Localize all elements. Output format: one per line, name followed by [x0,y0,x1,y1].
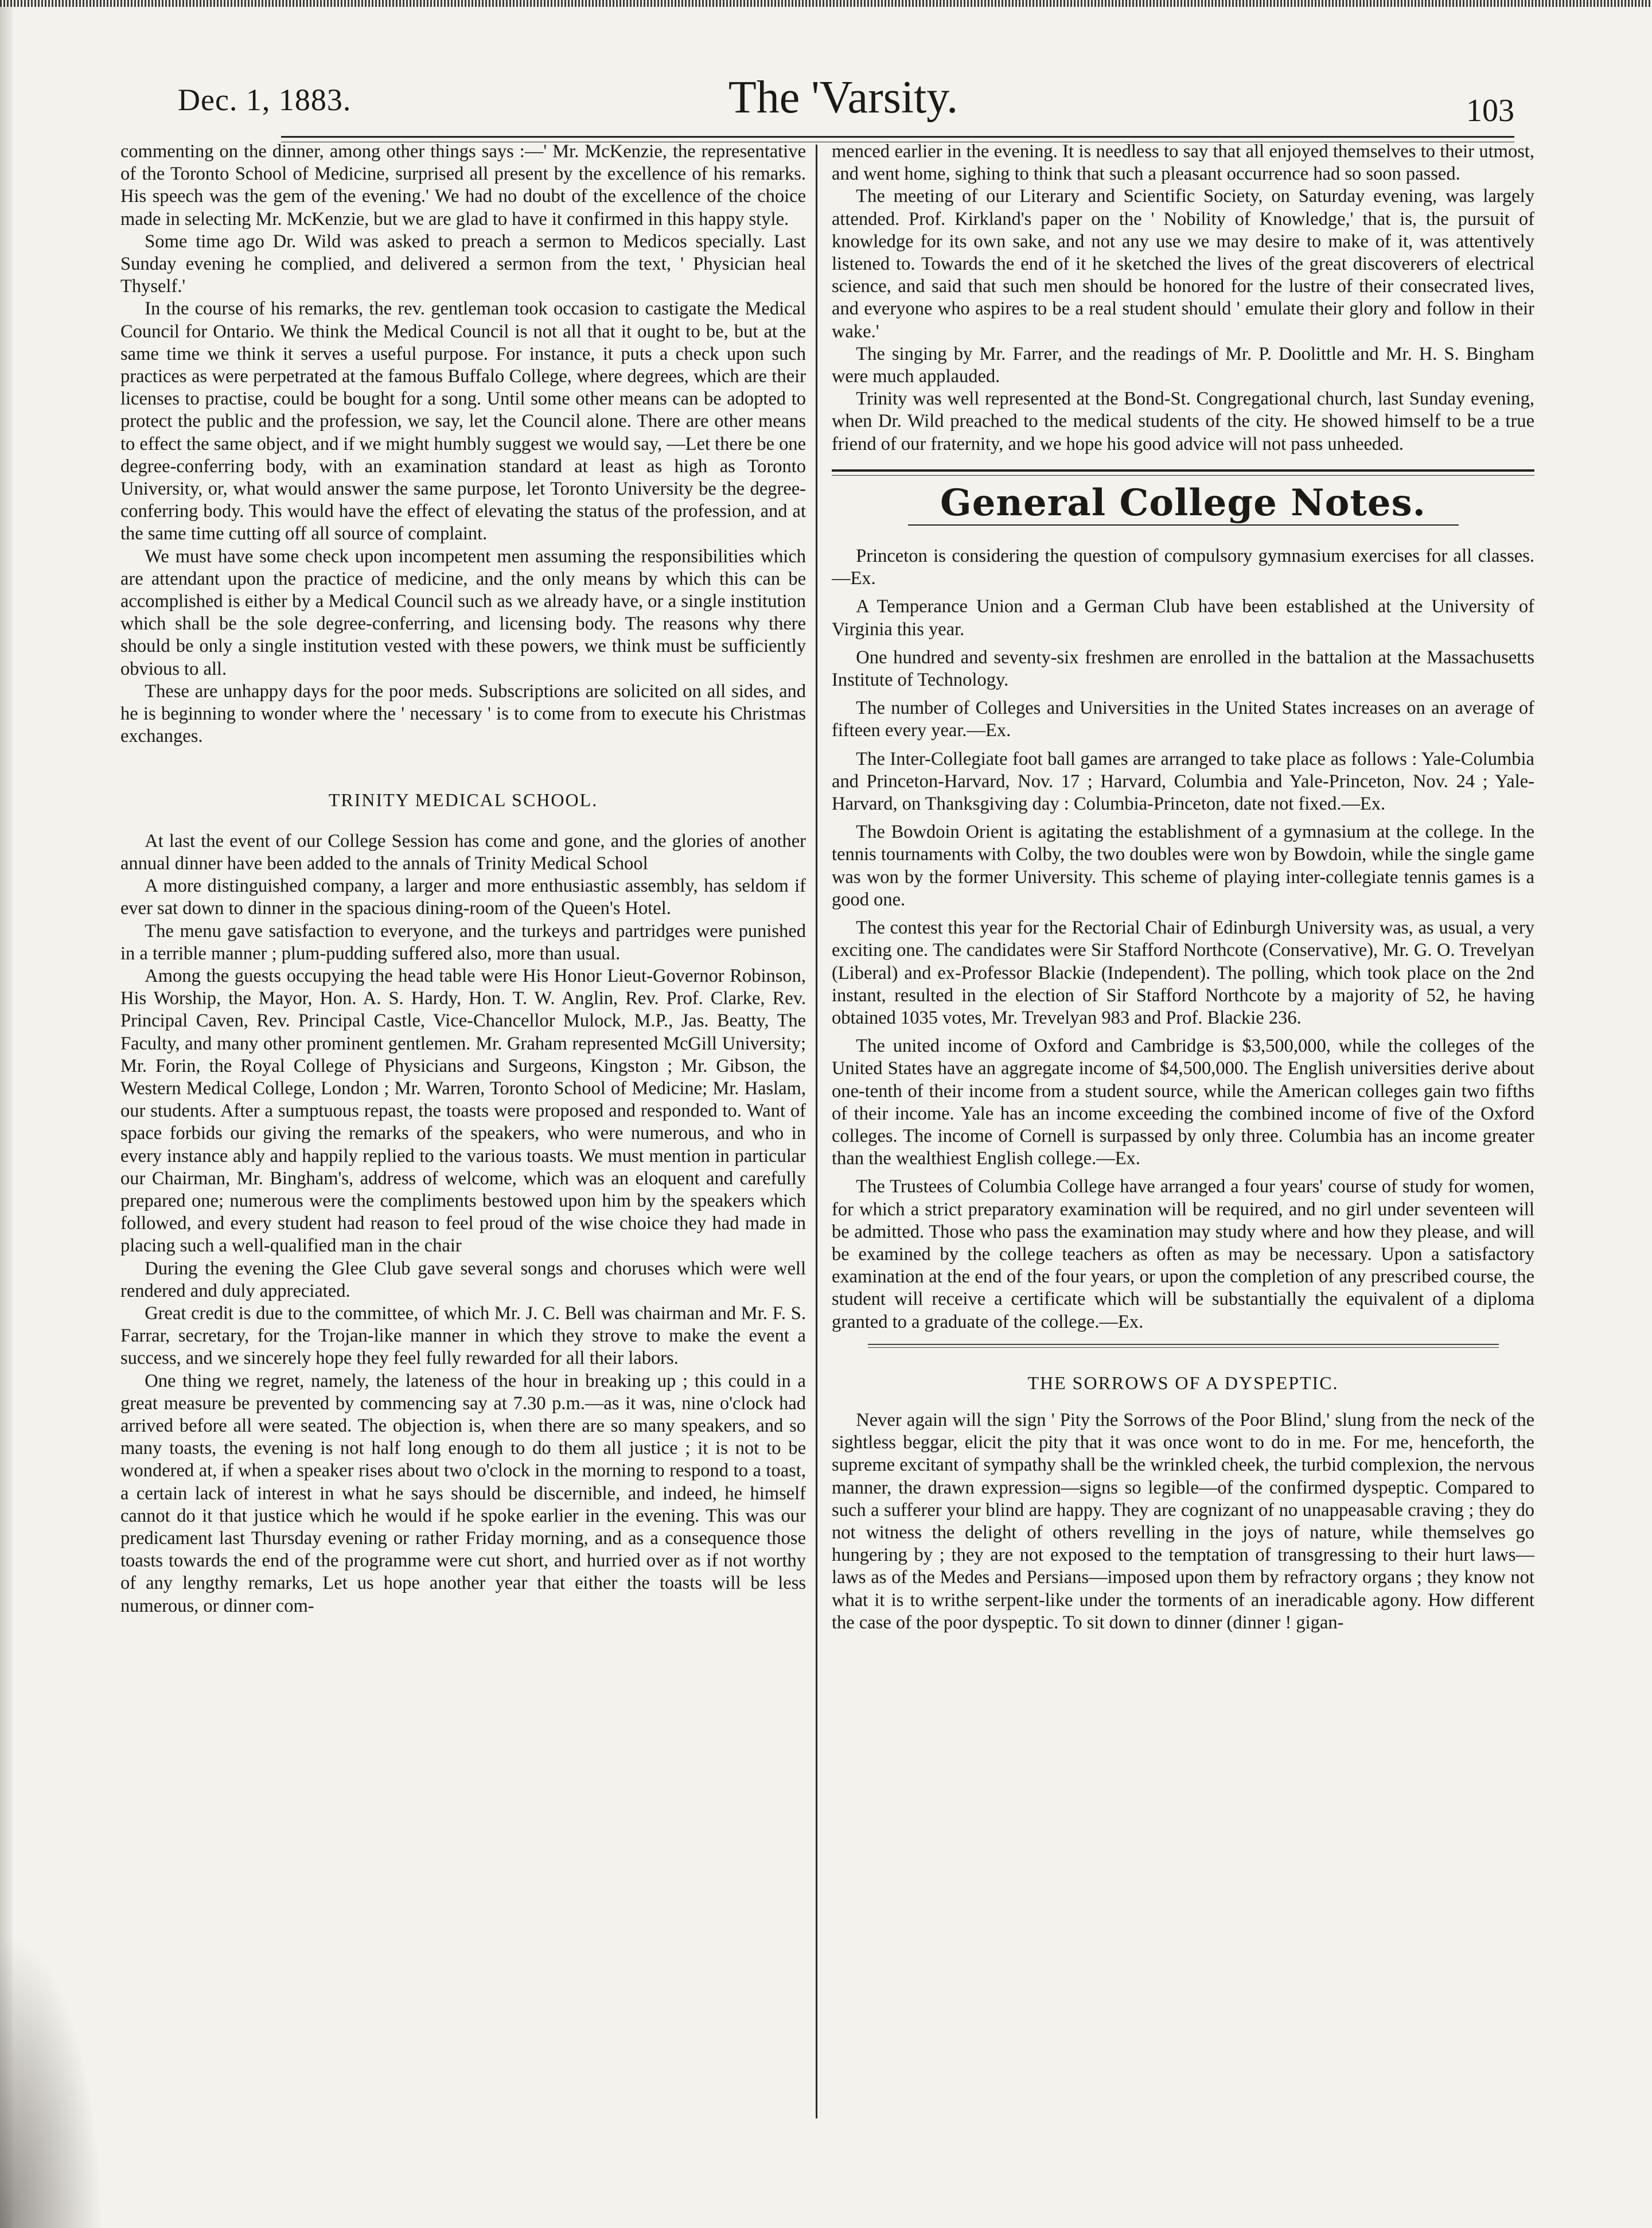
section-separator-thin [868,1347,1499,1348]
paragraph: The singing by Mr. Farrer, and the readings of Mr. P. Doolittle and Mr. H. S. Bingham were much applauded. [832,343,1534,387]
paragraph: We must have some check upon incompetent men assuming the responsibilities which are attendant upon the practice of medicine, and the only means by which this can be accomplished is either by a Medical Council such as we already have, or a single institution which shall be the sole degree-conferring, and licensing body. The reasons why there should be only a single institution vested with these powers, we think must be sufficiently obvious to all. [120,546,806,679]
section-rule [832,469,1534,472]
news-item: The Bowdoin Orient is agitating the establishment of a gymnasium at the college. In the tennis tournaments with Colby, the two doubles were won by Bowdoin, while the single game was won by the former University. This scheme of playing inter-collegiate tennis games is a good one. [832,822,1534,910]
page-edge [0,0,13,2228]
publication-title: The 'Varsity. [728,72,959,123]
news-item: The number of Colleges and Universities in the United States increases on an average of fifteen every year.—Ex. [832,698,1534,741]
title-underline [908,524,1459,526]
masthead-rule [281,136,1514,138]
column-divider [816,145,817,2118]
right-column [832,141,1534,1634]
news-item: The contest this year for the Rectorial Chair of Edinburgh University was, as usual, a very exciting one. The candidates were Sir Stafford Northcote (Conservative), Mr. G. O. Trevelyan (Liberal) and ex-Professor Blackie (Independent). The polling, which took place on the 2nd instant, resulted in the election of Sir Stafford Northcote by a majority of 52, he having obtained 1035 votes, Mr. Trevelyan 983 and Prof. Blackie 236. [832,917,1534,1028]
paragraph: Some time ago Dr. Wild was asked to preach a sermon to Medicos specially. Last Sunday evening he complied, and delivered a sermon from the text, ' Physician heal Thyself.' [120,231,806,297]
news-item: A Temperance Union and a German Club have been established at the University of Virginia this year. [832,596,1534,640]
paragraph: The meeting of our Literary and Scientific Society, on Saturday evening, was largely attended. Prof. Kirkland's paper on the ' Nobility of Knowledge,' that is, the pursuit of knowledge for its own sake, and not any use we may desire to make of it, was attentively listened to. Towards the end of it he sketched the lives of the great discoverers of electrical science, and said that such men should be honored for the lustre of their consecrated lives, and everyone who aspires to be a real student should ' emulate their glory and follow in their wake.' [832,186,1534,342]
paragraph: In the course of his remarks, the rev. gentleman took occasion to castigate the Medical Council for Ontario. We think the Medical Council is not all that it ought to be, but at the same time we think it serves a useful purpose. For instance, it puts a check upon such practices as were perpetrated at the famous Buffalo College, where degrees, which are their licenses to practise, could be bought for a song. Until some other means can be adopted to protect the public and the profession, we say, let the Council alone. There are other means to effect the same object, and if we might humbly suggest we would say, —Let there be one degree-conferring body, with an examination standard at least as high as Toronto University, or, what would answer the same purpose, let Toronto University be the degree-conferring body. This would have the effect of elevating the status of the profession, and at the same time cutting off all source of complaint. [120,298,806,545]
paragraph: A more distinguished company, a larger and more enthusiastic assembly, has seldom if ever sat down to dinner in the spacious dining-room of the Queen's Hotel. [120,876,806,919]
news-item: One hundred and seventy-six freshmen are enrolled in the battalion at the Massachusetts Institute of Technology. [832,647,1534,691]
paragraph: During the evening the Glee Club gave several songs and choruses which were well rendered and duly appreciated. [120,1258,806,1301]
news-item: The Trustees of Columbia College have arranged a four years' course of study for women, for which a strict preparatory examination will be required, and no girl under seventeen will be admitted. Those who pass the examination may study where and how they please, and will be examined by the college teachers as often as may be necessary. Upon a satisfactory examination at the end of the four years, or upon the completion of any prescribed course, the student will receive a certificate which will be substantially the equivalent of a diploma granted to a graduate of the college.—Ex. [832,1176,1534,1332]
section-separator [868,1344,1499,1345]
paragraph: These are unhappy days for the poor meds. Subscriptions are solicited on all sides, and he is beginning to wonder where the ' necessary ' is to come from to execute his Christmas exchanges. [120,681,806,747]
paragraph: Great credit is due to the committee, of which Mr. J. C. Bell was chairman and Mr. F. S. Farrar, secretary, for the Trojan-like manner in which they strove to make the event a success, and we sincerely hope they feel fully rewarded for all their labors. [120,1302,806,1369]
top-border [0,0,1652,7]
paragraph: commenting on the dinner, among other things says :—' Mr. McKenzie, the representative of the Toronto School of Medicine, surprised all present by the excellence of his remarks. His speech was the gem of the evening.' We had no doubt of the excellence of the choice made in selecting Mr. McKenzie, but we are glad to have it confirmed in this happy style. [120,141,806,230]
paragraph: The menu gave satisfaction to everyone, and the turkeys and partridges were punished in a terrible manner ; plum-pudding suffered also, more than usual. [120,920,806,964]
paragraph: Never again will the sign ' Pity the Sorrows of the Poor Blind,' slung from the neck of the sightless beggar, elicit the pity that it was once wont to do in me. For me, henceforth, the supreme excitant of sympathy shall be the wrinkled cheek, the turbid complexion, the nervous manner, the drawn expression—signs so legible—of the confirmed dyspeptic. Compared to such a sufferer your blind are happy. They are cognizant of no unappeasable craving ; they do not witness the delight of others revelling in the joys of nature, while themselves go hungering by ; they are not exposed to the temptation of transgressing to their hurt laws—laws as of the Medes and Persians—imposed upon them by refractory organs ; they know not what it is to writhe serpent-like under the torments of an ineradicable agony. How different the case of the poor dyspeptic. To sit down to dinner (dinner ! gigan- [832,1409,1534,1633]
page-number: 103 [1466,93,1514,129]
section-title-dyspeptic: THE SORROWS OF A DYSPEPTIC. [1027,1372,1339,1393]
left-column [120,141,806,1617]
paragraph: Among the guests occupying the head table were His Honor Lieut-Governor Robinson, His Worship, the Mayor, Hon. A. S. Hardy, Hon. T. W. Anglin, Rev. Prof. Clarke, Rev. Principal Caven, Rev. Principal Castle, Vice-Chancellor Mulock, M.P., Jas. Beatty, The Faculty, and many other prominent gentlemen. Mr. Graham represented McGill University; Mr. Forin, the Royal College of Physicians and Surgeons, Kingston ; Mr. Gibson, the Western Medical College, London ; Mr. Warren, Toronto School of Medicine; Mr. Haslam, our students. After a sumptuous repast, the toasts were proposed and responded to. Want of space forbids our giving the remarks of the speakers, who were numerous, and who in every instance ably and happily replied to the various toasts. We must mention in particular our Chairman, Mr. Bingham's, address of welcome, which was an eloquent and carefully prepared one; numerous were the compliments bestowed upon him by the speakers which followed, and every student had reason to feel proud of the wise choice they had made in placing such a well-qualified man in the chair [120,965,806,1257]
news-item: The Inter-Collegiate foot ball games are arranged to take place as follows : Yale-Columbia and Princeton-Harvard, Nov. 17 ; Harvard, Columbia and Yale-Princeton, Nov. 24 ; Yale-Harvard, on Thanksgiving day : Columbia-Princeton, date not fixed.—Ex. [832,748,1534,815]
paragraph: menced earlier in the evening. It is needless to say that all enjoyed themselves to their utmost, and went home, sighing to think that such a pleasant occurrence had so soon passed. [832,141,1534,185]
section-rule-thin [832,475,1534,476]
paragraph: At last the event of our College Session has come and gone, and the glories of another annual dinner have been added to the annals of Trinity Medical School [120,830,806,874]
news-item: The united income of Oxford and Cambridge is $3,500,000, while the colleges of the United States have an aggregate income of $4,500,000. The English universities derive about one-tenth of their income from a student source, while the American colleges gain two fifths of their income. Yale has an income exceeding the combined income of five of the Oxford colleges. The income of Cornell is surpassed by only three. Columbia has an income greater than the wealthiest English college.—Ex. [832,1036,1534,1169]
scan-shadow [0,1930,103,2228]
section-title-college-notes: General College Notes. [940,481,1426,524]
paragraph: One thing we regret, namely, the lateness of the hour in breaking up ; this could in a great measure be prevented by commencing say at 7.30 p.m.—as it was, nine o'clock had arrived before all were seated. The objection is, when there are so many speakers, and so many toasts, the evening is not half long enough to do them all justice ; it is not to be wondered at, if when a speaker rises about two o'clock in the morning to respond to a toast, a certain lack of interest in what he says should be discernible, and indeed, he himself cannot do it that justice which he would if he spoke earlier in the evening. This was our predicament last Thursday evening or rather Friday morning, and as a consequence those toasts towards the end of the programme were cut short, and hurried over as if not worthy of any lengthy remarks, Let us hope another year that either the toasts will be less numerous, or dinner com- [120,1370,806,1616]
section-title-trinity: TRINITY MEDICAL SCHOOL. [328,790,598,811]
news-item: Princeton is considering the question of compulsory gymnasium exercises for all classes.—Ex. [832,546,1534,589]
issue-date: Dec. 1, 1883. [178,83,352,117]
paragraph: Trinity was well represented at the Bond-St. Congregational church, last Sunday evening, when Dr. Wild preached to the medical students of the city. He showed himself to be a true friend of our fraternity, and we hope his good advice will not pass unheeded. [832,388,1534,454]
masthead [172,72,1514,135]
